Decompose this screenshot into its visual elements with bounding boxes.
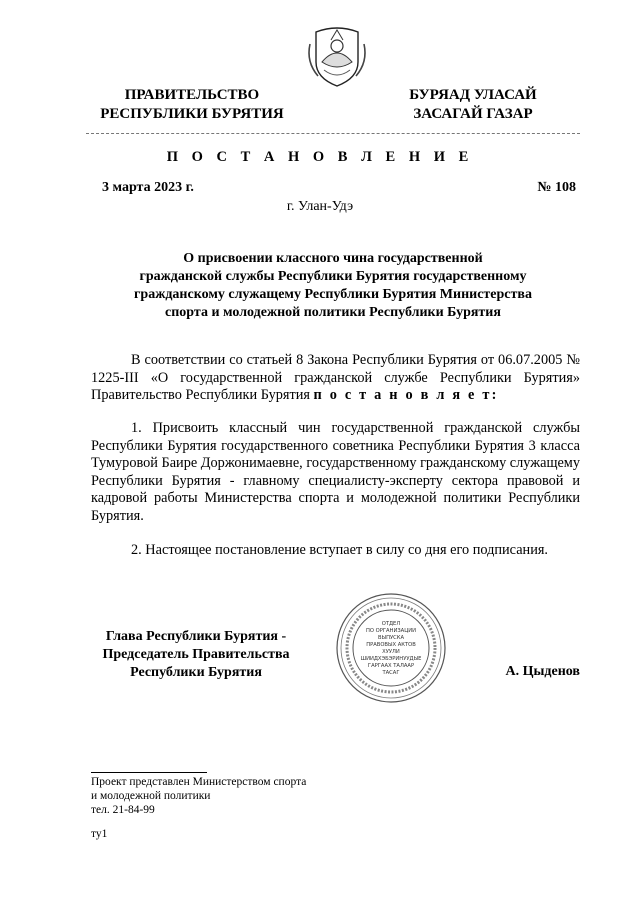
header-right bbox=[392, 86, 554, 124]
header-left-line2: РЕСПУБЛИКИ БУРЯТИЯ bbox=[100, 106, 284, 122]
signatory-position-line: Председатель Правительства bbox=[102, 647, 290, 662]
subject-line: гражданской службы Республики Бурятия государственному bbox=[139, 269, 527, 284]
signatory-position-line: Глава Республики Бурятия - bbox=[105, 629, 287, 644]
signatory-position bbox=[96, 628, 296, 682]
item-2-text: 2. Настоящее постановление вступает в силу со дня его подписания. bbox=[131, 542, 548, 558]
stamp-line: ХУУЛИ bbox=[382, 649, 400, 655]
item-1-text: 1. Присвоить классный чин государственной гражданской службы Республики Бурятия государственного советника Республики Бурятия 3 класса Тумуровой Баире Доржонимаевне, государственному гражданскому служащему Республики Бурятия - главному специалисту-эксперту сектора правовой и кадровой работы Министерства спорта и молодежной политики Республики Бурятия. bbox=[91, 420, 581, 524]
footnote-separator bbox=[91, 772, 207, 773]
stamp-line: ПО ОРГАНИЗАЦИИ bbox=[365, 628, 417, 634]
header-right-line1: БУРЯАД УЛАСАЙ bbox=[409, 87, 537, 103]
footnote-line: и молодежной политики bbox=[91, 790, 211, 802]
item-2-paragraph bbox=[91, 542, 580, 560]
stamp-line: ОТДЕЛ bbox=[381, 621, 401, 627]
stamp-line: ВЫПУСКА bbox=[377, 635, 405, 641]
footnote bbox=[91, 775, 306, 817]
footnote-line: Проект представлен Министерством спорта bbox=[91, 776, 307, 788]
coat-of-arms-emblem bbox=[302, 22, 372, 88]
preamble-paragraph bbox=[91, 352, 580, 405]
signatory-name: А. Цыденов bbox=[505, 664, 580, 679]
header-divider bbox=[86, 133, 580, 134]
preamble-text: В соответствии со статьей 8 Закона Республики Бурятия от 06.07.2005 № 1225-III «О государственной гражданской службе Республики Бурятия» Правительство Республики Бурятия bbox=[91, 352, 580, 403]
subject-line: О присвоении классного чина государственной bbox=[183, 251, 483, 266]
header-left bbox=[86, 86, 298, 124]
stamp-line: ШИИДХЭБЭРИНУУДЫЕ bbox=[360, 656, 422, 662]
document-date: 3 марта 2023 г. bbox=[102, 180, 194, 195]
decree-word: п о с т а н о в л я е т: bbox=[313, 387, 499, 403]
subject-line: гражданскому служащему Республики Бурятия Министерства bbox=[134, 287, 532, 302]
header-left-line1: ПРАВИТЕЛЬСТВО bbox=[124, 87, 260, 103]
document-title: П О С Т А Н О В Л Е Н И Е bbox=[166, 149, 474, 165]
stamp-line: ГАРГААХ ТАЛААР bbox=[367, 663, 415, 669]
stamp-line: ТАСАГ bbox=[382, 670, 400, 676]
official-stamp bbox=[335, 592, 447, 704]
document-number: № 108 bbox=[537, 180, 576, 195]
document-code: ту1 bbox=[91, 828, 108, 840]
item-1-paragraph bbox=[91, 420, 580, 525]
stamp-line: ПРАВОВЫХ АКТОВ bbox=[366, 642, 416, 648]
footnote-line: тел. 21-84-99 bbox=[91, 804, 155, 816]
header-right-line2: ЗАСАГАЙ ГАЗАР bbox=[413, 106, 533, 122]
subject-line: спорта и молодежной политики Республики Бурятия bbox=[165, 305, 501, 320]
document-city: г. Улан-Удэ bbox=[286, 199, 354, 214]
signatory-position-line: Республики Бурятия bbox=[130, 665, 262, 680]
document-subject bbox=[100, 250, 566, 322]
